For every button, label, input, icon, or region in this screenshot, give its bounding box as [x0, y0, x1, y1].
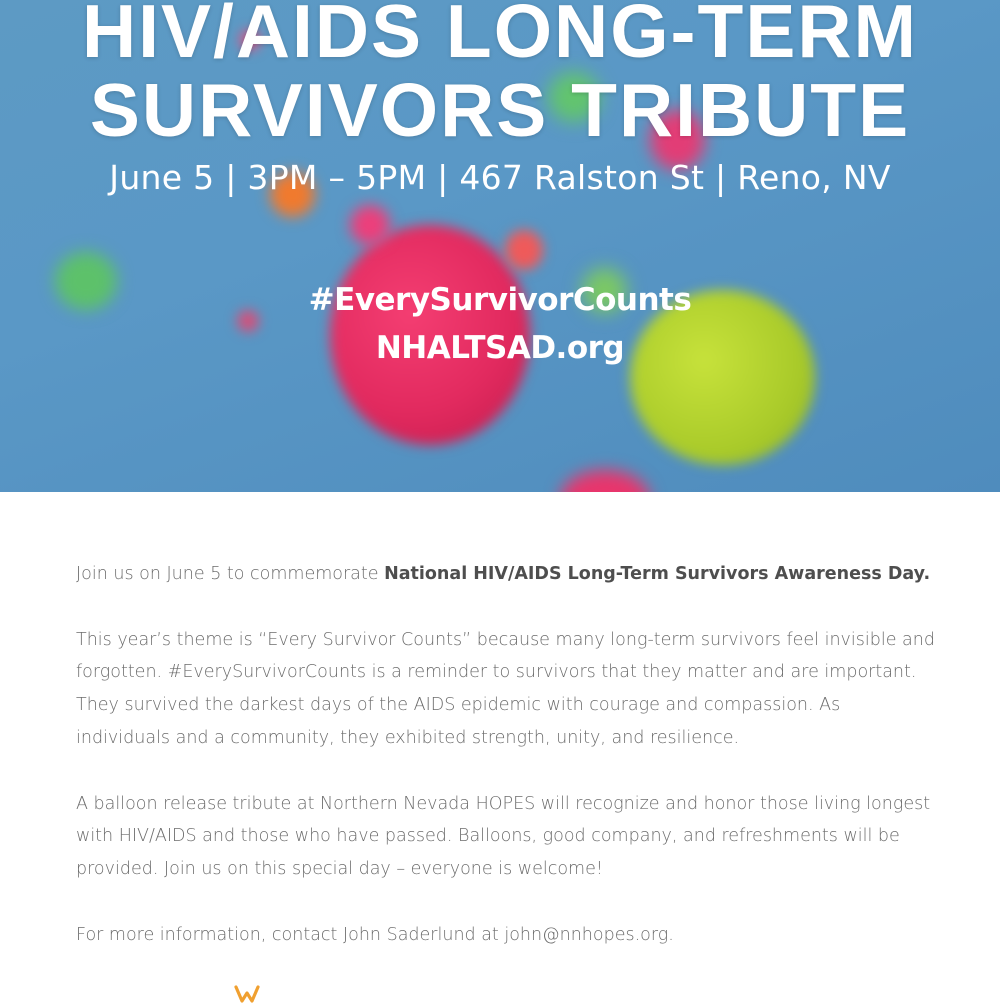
event-details: June 5 | 3PM – 5PM | 467 Ralston St | Reno, NV — [109, 158, 891, 197]
observance-name: National HIV/AIDS Long-Term Survivors Awareness Day. — [384, 564, 931, 584]
balloon-decoration — [350, 205, 390, 245]
page-title — [0, 0, 1000, 150]
title-line-1: HIV/AIDS LONG-TERM — [82, 0, 918, 73]
title-line-2: SURVIVORS TRIBUTE — [89, 68, 911, 152]
intro-text: Join us on June 5 to commemorate — [76, 564, 385, 584]
hero-banner — [0, 0, 1000, 492]
body-text — [76, 558, 936, 984]
event-paragraph: A balloon release tribute at Northern Nevada HOPES will recognize and honor those living longest with HIV/AIDS and those who have passed. Balloons, good company, and refreshments will be provided. Join us on this special day – everyone is welcome! — [76, 793, 931, 880]
balloon-decoration — [560, 470, 650, 492]
nnhopes-logo-icon — [232, 985, 262, 1005]
intro-paragraph — [76, 558, 936, 591]
balloon-decoration — [505, 230, 543, 270]
website-link[interactable]: NHALTSAD.org — [375, 330, 625, 366]
hashtag: #EverySurvivorCounts — [308, 282, 692, 318]
contact-paragraph: For more information, contact John Saderlund at john@nnhopes.org. — [76, 924, 674, 945]
theme-paragraph: This year’s theme is “Every Survivor Counts” because many long-term survivors feel invisible and forgotten. #EverySurvivorCounts is a reminder to survivors that they matter and are important. They survived the darkest days of the AIDS epidemic with courage and compassion. As individuals and a community, they exhibited strength, unity, and resilience. — [76, 629, 935, 748]
